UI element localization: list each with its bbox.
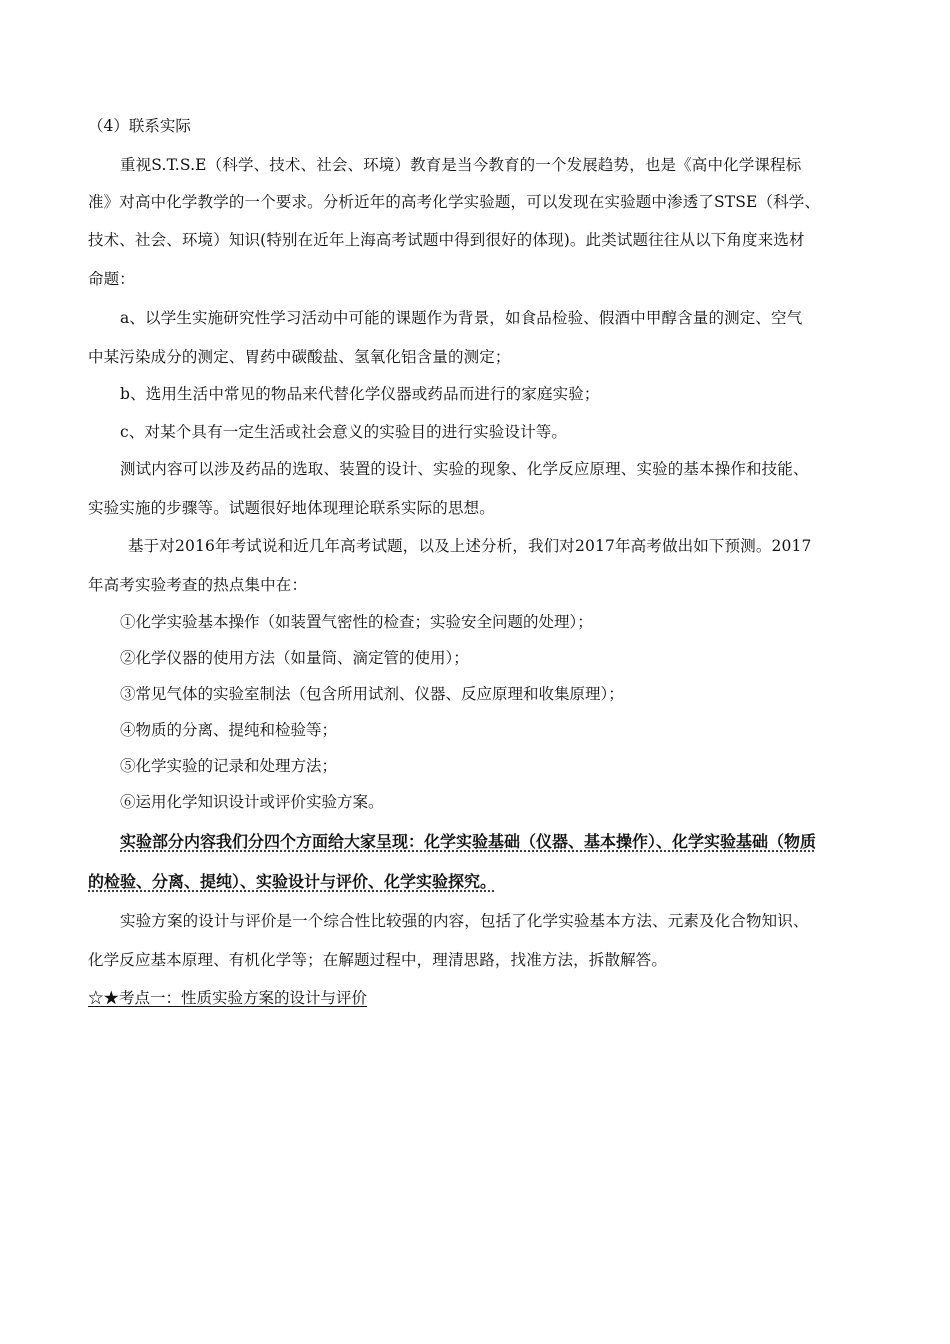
angle-a-line-2: 中某污染成分的测定、胃药中碳酸盐、氢氧化铝含量的测定； (88, 348, 511, 366)
test-content-line-2: 实验实施的步骤等。试题很好地体现理论联系实际的思想。 (88, 499, 495, 517)
angle-a-line-1: a、以学生实施研究性学习活动中可能的课题作为背景，如食品检验、假酒中甲醇含量的测定、空气 (120, 309, 803, 327)
angle-b: b、选用生活中常见的物品来代替化学仪器或药品而进行的家庭实验； (120, 385, 600, 403)
hotspot-item: ④物质的分离、提纯和检验等； (120, 721, 338, 739)
bold-summary-line-1: 实验部分内容我们分四个方面给大家呈现：化学实验基础（仪器、基本操作）、化学实验基础（物质 (120, 832, 817, 851)
prediction-line-1: 基于对2016年考试说和近几年高考试题，以及上述分析，我们对2017年高考做出如下预测。2017 (128, 537, 812, 555)
prediction-line-2: 年高考实验考查的热点集中在： (88, 576, 308, 594)
point-heading: ☆★考点一：性质实验方案的设计与评价 (88, 989, 368, 1007)
hotspot-item: ②化学仪器的使用方法（如量筒、滴定管的使用）； (120, 649, 469, 667)
intro-line-1: 重视S.T.S.E（科学、技术、社会、环境）教育是当今教育的一个发展趋势，也是《高中化学课程标 (120, 156, 802, 174)
angle-c: c、对某个具有一定生活或社会意义的实验目的进行实验设计等。 (120, 423, 568, 441)
intro-line-3: 技术、社会、环境）知识(特别在近年上海高考试题中得到很好的体现)。此类试题往往从以下角度来选材 (88, 231, 805, 249)
design-line-2: 化学反应基本原理、有机化学等；在解题过程中，理清思路，找准方法，拆散解答。 (88, 951, 668, 969)
hotspot-item: ③常见气体的实验室制法（包含所用试剂、仪器、反应原理和收集原理）； (120, 685, 624, 703)
hotspot-item: ⑤化学实验的记录和处理方法； (120, 757, 338, 775)
hotspot-item: ⑥运用化学知识设计或评价实验方案。 (120, 793, 384, 811)
section-title: （4）联系实际 (88, 117, 191, 135)
intro-line-4: 命题： (88, 270, 135, 288)
intro-line-2: 准》对高中化学教学的一个要求。分析近年的高考化学实验题，可以发现在实验题中渗透了STSE（科学、 (88, 193, 821, 211)
hotspot-item: ①化学实验基本操作（如装置气密性的检查；实验安全问题的处理）； (120, 613, 593, 631)
bold-summary-line-2: 的检验、分离、提纯）、实验设计与评价、化学实验探究。 (88, 872, 497, 891)
test-content-line-1: 测试内容可以涉及药品的选取、装置的设计、实验的现象、化学反应原理、实验的基本操作和技能、 (120, 460, 809, 478)
design-line-1: 实验方案的设计与评价是一个综合性比较强的内容，包括了化学实验基本方法、元素及化合物知识、 (120, 912, 809, 930)
